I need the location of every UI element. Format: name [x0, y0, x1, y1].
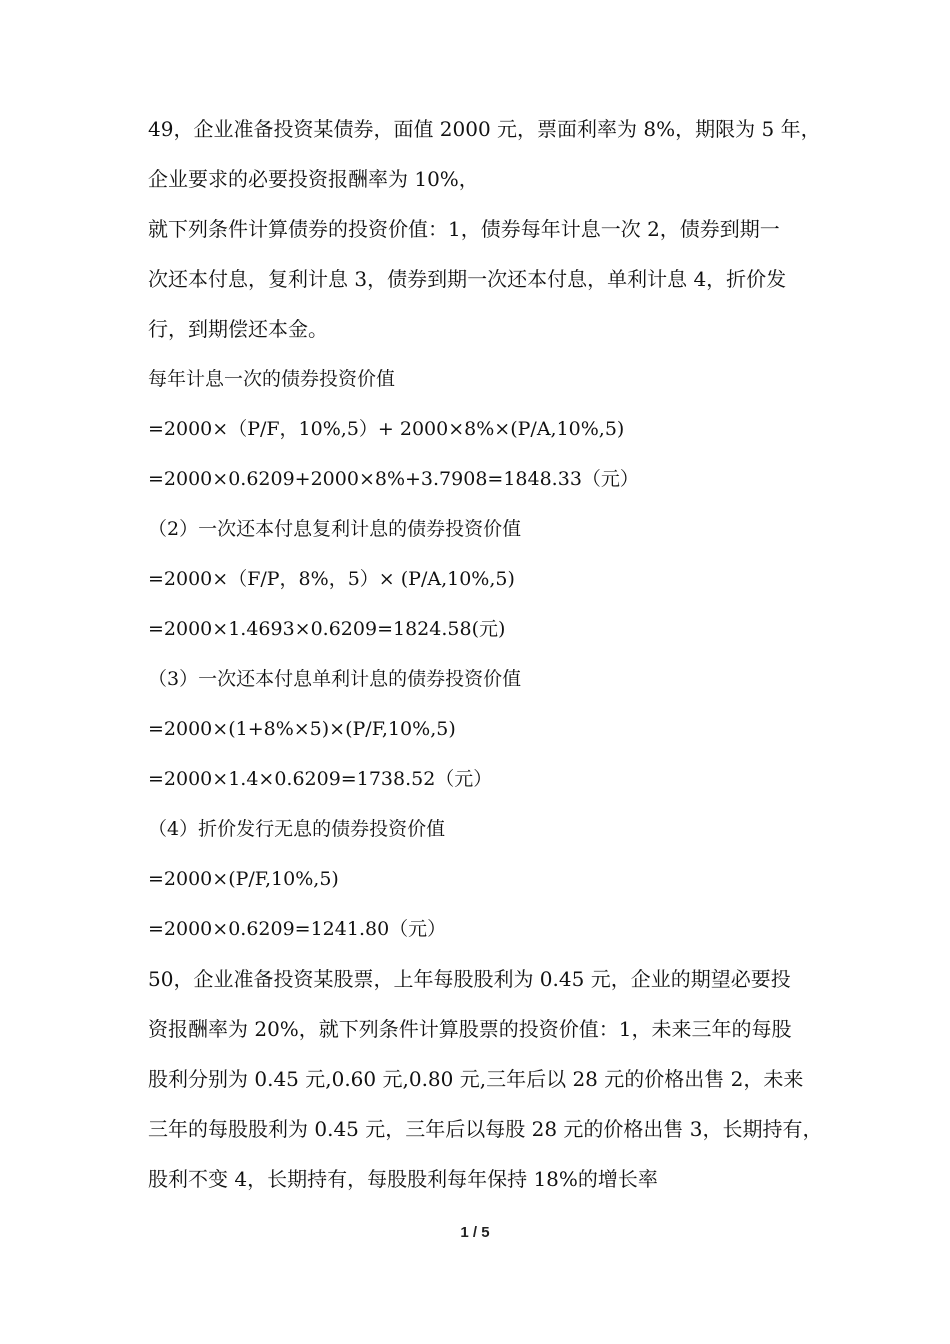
- text-line: 股利分别为 0.45 元,0.60 元,0.80 元,三年后以 28 元的价格出售 2，未来: [148, 1067, 804, 1091]
- formula-line: =2000×（F/P，8%，5）× (P/A,10%,5): [148, 568, 515, 590]
- text-line: 50，企业准备投资某股票，上年每股股利为 0.45 元，企业的期望必要投: [148, 967, 791, 991]
- text-line: （2）一次还本付息复利计息的债券投资价值: [148, 518, 522, 540]
- formula-line: =2000×0.6209=1241.80（元）: [148, 918, 447, 940]
- text-line: 企业要求的必要投资报酬率为 10%，: [148, 167, 479, 191]
- text-line: 行，到期偿还本金。: [148, 317, 328, 341]
- formula-line: =2000×（P/F，10%,5）+ 2000×8%×(P/A,10%,5): [148, 418, 625, 440]
- text-line: （4）折价发行无息的债券投资价值: [148, 818, 446, 840]
- text-line: （3）一次还本付息单利计息的债券投资价值: [148, 668, 522, 690]
- page-number: 1 / 5: [460, 1224, 490, 1241]
- text-line: 每年计息一次的债券投资价值: [148, 368, 396, 390]
- formula-line: =2000×0.6209+2000×8%+3.7908=1848.33（元）: [148, 468, 639, 490]
- text-line: 三年的每股股利为 0.45 元，三年后以每股 28 元的价格出售 3，长期持有，: [148, 1117, 823, 1141]
- text-line: 次还本付息，复利计息 3，债券到期一次还本付息，单利计息 4，折价发: [148, 267, 787, 291]
- text-line: 股利不变 4，长期持有，每股股利每年保持 18%的增长率: [148, 1167, 658, 1191]
- formula-line: =2000×(P/F,10%,5): [148, 868, 339, 890]
- document-body: [148, 104, 868, 1204]
- formula-line: =2000×1.4693×0.6209=1824.58(元): [148, 618, 506, 640]
- text-line: 49，企业准备投资某债券，面值 2000 元，票面利率为 8%，期限为 5 年，: [148, 117, 821, 141]
- text-line: 就下列条件计算债券的投资价值：1，债券每年计息一次 2，债券到期一: [148, 217, 780, 241]
- formula-line: =2000×(1+8%×5)×(P/F,10%,5): [148, 718, 456, 740]
- formula-line: =2000×1.4×0.6209=1738.52（元）: [148, 768, 493, 790]
- text-line: 资报酬率为 20%，就下列条件计算股票的投资价值：1，未来三年的每股: [148, 1017, 792, 1041]
